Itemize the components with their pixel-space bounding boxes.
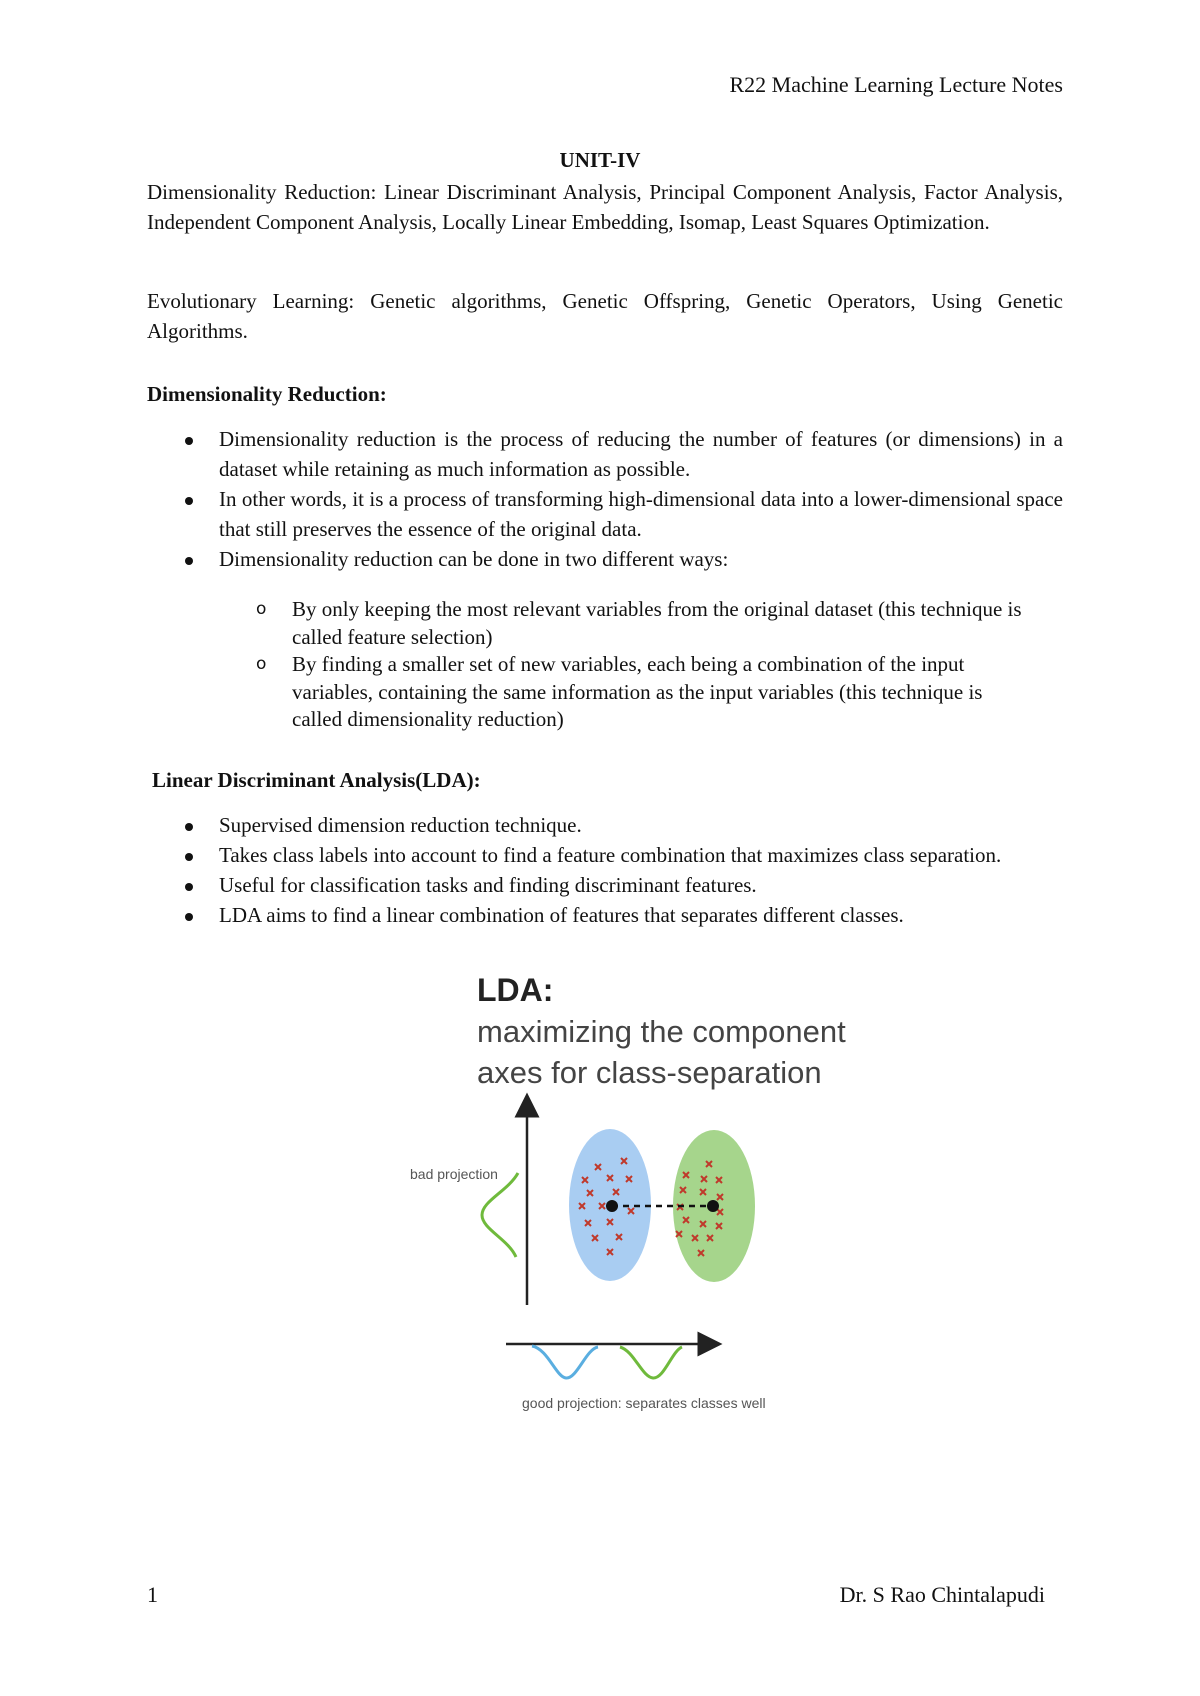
bullet-dot-icon — [185, 823, 193, 831]
list-item: Takes class labels into account to find a feature combination that maximizes class separation. — [147, 840, 1063, 870]
list-item: LDA aims to find a linear combination of features that separates different classes. — [147, 900, 1063, 930]
intro-dimred-paragraph: Dimensionality Reduction: Linear Discriminant Analysis, Principal Component Analysis, Factor Analysis, Independent Component Analysis, Locally Linear Embedding, Isomap, Least Squares Optimization. — [147, 180, 1063, 234]
lda-heading: Linear Discriminant Analysis(LDA): — [152, 768, 481, 792]
list-item: In other words, it is a process of transforming high-dimensional data into a lower-dimensional space that still preserves the essence of the original data. — [147, 484, 1063, 544]
bad-projection-curve — [482, 1173, 518, 1257]
circle-bullet-icon: o — [256, 599, 267, 619]
list-item: Dimensionality reduction is the process of reducing the number of features (or dimensions) in a dataset while retaining as much information as possible. — [147, 424, 1063, 484]
bullet-dot-icon — [185, 853, 193, 861]
bad-projection-label: bad projection — [410, 1166, 498, 1182]
dimred-bullet-list — [147, 424, 1063, 574]
intro-evolutionary-paragraph: Evolutionary Learning: Genetic algorithms, Genetic Offspring, Genetic Operators, Using Genetic Algorithms. — [147, 289, 1063, 343]
unit-title: UNIT-IV — [559, 148, 641, 172]
page-number: 1 — [147, 1582, 158, 1607]
dimred-heading: Dimensionality Reduction: — [147, 382, 387, 406]
bullet-dot-icon — [185, 437, 193, 445]
lda-bullet-list — [147, 810, 1063, 930]
list-item: Supervised dimension reduction technique. — [147, 810, 1063, 840]
list-item: o By finding a smaller set of new variables, each being a combination of the input variables, containing the same information as the input variables (this technique is called dimensionality reduction) — [256, 652, 983, 731]
list-item: Dimensionality reduction can be done in two different ways: — [147, 544, 1063, 574]
lda-diagram — [380, 965, 820, 1435]
blue-projection-curve — [532, 1346, 598, 1378]
green-projection-curve — [620, 1347, 682, 1378]
footer-author: Dr. S Rao Chintalapudi — [839, 1582, 1045, 1607]
bullet-dot-icon — [185, 557, 193, 565]
dimred-subbullet-list — [256, 596, 1027, 734]
running-header: R22 Machine Learning Lecture Notes — [729, 72, 1063, 97]
circle-bullet-icon: o — [256, 654, 267, 674]
figure-subtitle-line2: axes for class-separation — [477, 1055, 822, 1090]
green-class-mean — [707, 1200, 719, 1212]
good-projection-label: good projection: separates classes well — [522, 1395, 766, 1411]
blue-class-mean — [606, 1200, 618, 1212]
figure-title: LDA: — [477, 972, 554, 1008]
bullet-dot-icon — [185, 497, 193, 505]
list-item: Useful for classification tasks and finding discriminant features. — [147, 870, 1063, 900]
figure-subtitle-line1: maximizing the component — [477, 1014, 846, 1049]
bullet-dot-icon — [185, 883, 193, 891]
list-item: o By only keeping the most relevant variables from the original dataset (this technique is called feature selection) — [256, 597, 1022, 649]
bullet-dot-icon — [185, 913, 193, 921]
